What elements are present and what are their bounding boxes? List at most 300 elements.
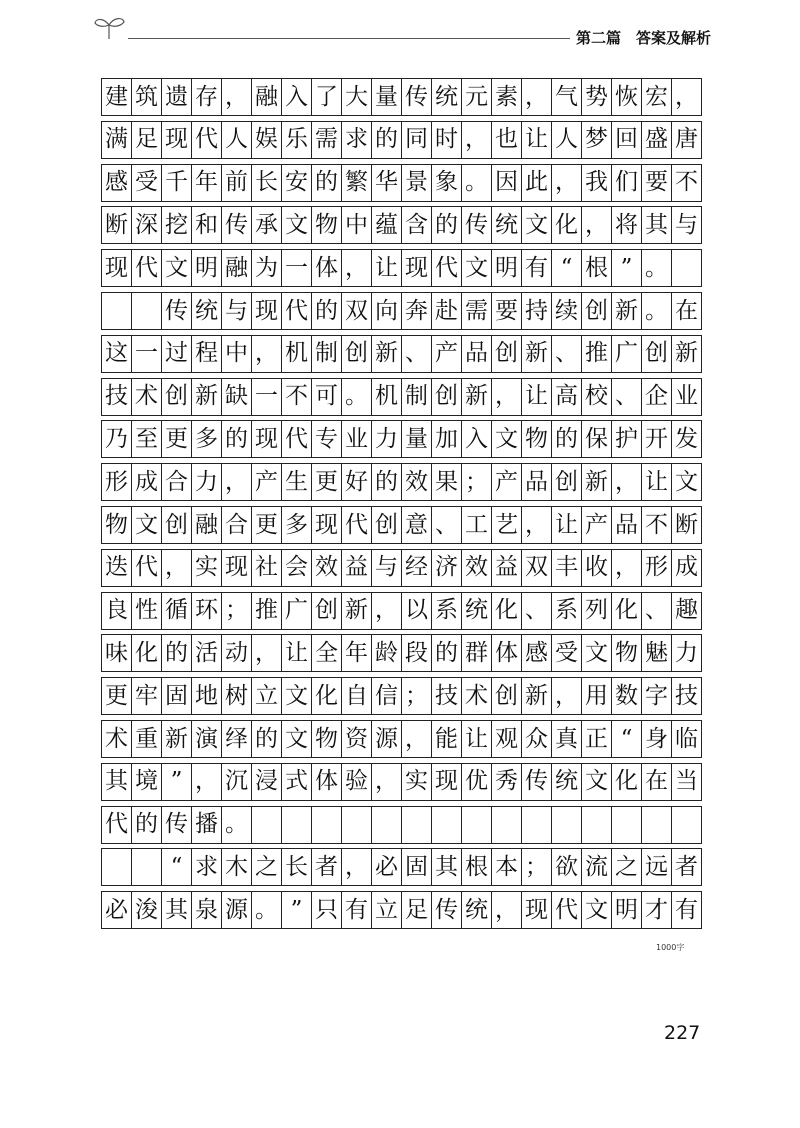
grid-cell: 统	[462, 892, 492, 928]
grid-cell: 多	[192, 421, 222, 457]
grid-cell: 了	[312, 79, 342, 115]
grid-cell: 乐	[282, 122, 312, 158]
grid-cell	[102, 849, 132, 885]
grid-cell: 前	[222, 165, 252, 201]
grid-cell: 其	[432, 849, 462, 885]
grid-cell: 术	[132, 379, 162, 415]
grid-cell: 环	[192, 593, 222, 629]
grid-cell: 统	[192, 293, 222, 329]
grid-cell: 的	[162, 635, 192, 671]
grid-cell: 文	[522, 207, 552, 243]
grid-cell: 制	[402, 379, 432, 415]
grid-cell: 创	[642, 336, 672, 372]
grid-cell: 。	[642, 250, 672, 286]
grid-cell: 之	[612, 849, 642, 885]
grid-cell: 演	[192, 721, 222, 757]
grid-cell: 求	[342, 122, 372, 158]
grid-cell: 成	[672, 550, 702, 586]
grid-row	[101, 292, 702, 330]
grid-cell: 字	[642, 678, 672, 714]
grid-cell: 本	[492, 849, 522, 885]
grid-cell: ，	[222, 464, 252, 500]
grid-cell: ，	[342, 849, 372, 885]
grid-cell: 化	[132, 635, 162, 671]
grid-cell: 合	[162, 464, 192, 500]
grid-row	[101, 549, 702, 587]
grid-cell: 明	[492, 250, 522, 286]
grid-cell: 传	[522, 764, 552, 800]
grid-cell: 业	[342, 421, 372, 457]
grid-cell: 千	[162, 165, 192, 201]
grid-cell	[282, 807, 312, 843]
grid-cell: 、	[402, 336, 432, 372]
grid-cell: 广	[282, 593, 312, 629]
grid-cell: 播	[192, 807, 222, 843]
grid-cell: ，	[522, 79, 552, 115]
grid-cell: 其	[642, 207, 672, 243]
grid-cell: 效	[462, 550, 492, 586]
grid-cell: 们	[612, 165, 642, 201]
grid-cell: 实	[192, 550, 222, 586]
grid-cell: 人	[222, 122, 252, 158]
grid-cell: 文	[162, 250, 192, 286]
grid-cell: 推	[582, 336, 612, 372]
grid-cell: 全	[312, 635, 342, 671]
grid-cell: 文	[672, 464, 702, 500]
grid-cell: 统	[492, 207, 522, 243]
grid-cell: 代	[132, 250, 162, 286]
grid-cell: 文	[282, 721, 312, 757]
grid-cell	[132, 849, 162, 885]
grid-cell: 新	[342, 593, 372, 629]
grid-cell: 的	[372, 464, 402, 500]
grid-cell: 文	[582, 764, 612, 800]
grid-cell: 感	[522, 635, 552, 671]
grid-cell: 企	[642, 379, 672, 415]
grid-cell: ，	[672, 79, 702, 115]
grid-cell	[402, 807, 432, 843]
grid-cell: 可	[312, 379, 342, 415]
grid-row	[101, 164, 702, 202]
grid-cell: 因	[492, 165, 522, 201]
grid-cell: 只	[312, 892, 342, 928]
grid-cell: 双	[342, 293, 372, 329]
grid-cell: 临	[672, 721, 702, 757]
grid-cell: 、	[642, 593, 672, 629]
grid-cell: 融	[192, 507, 222, 543]
grid-cell: 动	[222, 635, 252, 671]
grid-cell: 物	[522, 421, 552, 457]
grid-cell: 足	[132, 122, 162, 158]
grid-cell: 筑	[132, 79, 162, 115]
grid-cell: 远	[642, 849, 672, 885]
grid-cell: 牢	[132, 678, 162, 714]
grid-cell: 我	[582, 165, 612, 201]
grid-cell: 创	[372, 507, 402, 543]
grid-cell: 更	[102, 678, 132, 714]
grid-cell: 益	[492, 550, 522, 586]
grid-cell: 龄	[372, 635, 402, 671]
grid-cell	[102, 293, 132, 329]
grid-cell: 中	[342, 207, 372, 243]
grid-cell: 立	[372, 892, 402, 928]
grid-cell: 创	[162, 379, 192, 415]
grid-cell: 气	[552, 79, 582, 115]
grid-cell	[372, 807, 402, 843]
grid-cell: 要	[492, 293, 522, 329]
grid-cell: 持	[522, 293, 552, 329]
grid-cell: 为	[252, 250, 282, 286]
grid-cell: 实	[402, 764, 432, 800]
grid-cell: 泉	[192, 892, 222, 928]
grid-cell: 者	[312, 849, 342, 885]
grid-cell: ，	[462, 122, 492, 158]
grid-cell: ，	[192, 764, 222, 800]
grid-cell: 传	[222, 207, 252, 243]
grid-cell: 秀	[492, 764, 522, 800]
grid-cell: 奔	[402, 293, 432, 329]
grid-cell: 代	[342, 507, 372, 543]
grid-cell: 创	[492, 678, 522, 714]
grid-row	[101, 720, 702, 758]
grid-cell: 能	[432, 721, 462, 757]
grid-cell: 其	[162, 892, 192, 928]
sprout-icon	[92, 14, 126, 40]
grid-cell: ，	[582, 207, 612, 243]
grid-cell: 深	[132, 207, 162, 243]
grid-cell: 宏	[642, 79, 672, 115]
grid-cell: 让	[552, 507, 582, 543]
grid-cell: 物	[612, 635, 642, 671]
grid-cell: 含	[402, 207, 432, 243]
grid-cell: 创	[552, 464, 582, 500]
grid-cell: 技	[102, 379, 132, 415]
grid-cell: 统	[432, 79, 462, 115]
grid-cell: 代	[552, 892, 582, 928]
grid-cell	[312, 807, 342, 843]
grid-cell: 在	[642, 764, 672, 800]
grid-cell: 欲	[552, 849, 582, 885]
grid-cell	[642, 807, 672, 843]
grid-cell: 有	[342, 892, 372, 928]
grid-cell: 源	[372, 721, 402, 757]
grid-cell: 满	[102, 122, 132, 158]
grid-cell: 化	[312, 678, 342, 714]
grid-cell: 量	[372, 79, 402, 115]
grid-cell: 产	[492, 464, 522, 500]
grid-cell: 。	[252, 892, 282, 928]
grid-cell: 代	[102, 807, 132, 843]
grid-cell	[522, 807, 552, 843]
grid-cell: ；	[522, 849, 552, 885]
grid-cell: “	[612, 721, 642, 757]
grid-cell: ；	[222, 593, 252, 629]
grid-cell: ，	[252, 635, 282, 671]
grid-cell: 当	[672, 764, 702, 800]
grid-cell: 之	[252, 849, 282, 885]
grid-cell: 明	[612, 892, 642, 928]
page-header	[0, 0, 800, 60]
grid-cell: 让	[642, 464, 672, 500]
grid-cell: 护	[612, 421, 642, 457]
grid-cell: 量	[402, 421, 432, 457]
grid-cell: 好	[342, 464, 372, 500]
grid-cell: 式	[282, 764, 312, 800]
grid-cell: 必	[372, 849, 402, 885]
grid-cell: 人	[552, 122, 582, 158]
grid-cell: 代	[132, 550, 162, 586]
grid-cell: 机	[282, 336, 312, 372]
grid-cell: 体	[312, 250, 342, 286]
grid-cell: 大	[342, 79, 372, 115]
grid-cell: 融	[252, 79, 282, 115]
grid-cell: 根	[462, 849, 492, 885]
grid-cell: 浸	[252, 764, 282, 800]
grid-cell: ，	[372, 764, 402, 800]
grid-cell: 让	[462, 721, 492, 757]
grid-cell: 融	[222, 250, 252, 286]
grid-cell: 境	[132, 764, 162, 800]
grid-cell: 系	[552, 593, 582, 629]
grid-cell: 传	[432, 892, 462, 928]
grid-cell: 工	[462, 507, 492, 543]
grid-cell: 其	[102, 764, 132, 800]
grid-cell: 系	[432, 593, 462, 629]
grid-cell	[132, 293, 162, 329]
grid-cell: 创	[312, 593, 342, 629]
grid-cell: 文	[492, 421, 522, 457]
grid-row	[101, 506, 702, 544]
grid-cell: 乃	[102, 421, 132, 457]
grid-cell: “	[162, 849, 192, 885]
grid-cell: 新	[192, 379, 222, 415]
grid-cell: 绎	[222, 721, 252, 757]
grid-cell: 的	[432, 207, 462, 243]
grid-cell: 树	[222, 678, 252, 714]
grid-cell: 产	[252, 464, 282, 500]
grid-cell: 象	[432, 165, 462, 201]
grid-cell: 华	[372, 165, 402, 201]
grid-cell: 开	[642, 421, 672, 457]
grid-cell: 将	[612, 207, 642, 243]
grid-cell	[462, 807, 492, 843]
grid-cell: 真	[552, 721, 582, 757]
grid-cell: 蕴	[372, 207, 402, 243]
grid-cell: 现	[522, 892, 552, 928]
grid-cell: 传	[162, 807, 192, 843]
grid-cell: 新	[372, 336, 402, 372]
grid-cell: 木	[222, 849, 252, 885]
grid-cell: 。	[222, 807, 252, 843]
grid-cell: 断	[672, 507, 702, 543]
grid-cell: 术	[462, 678, 492, 714]
grid-row	[101, 891, 702, 929]
grid-cell: 循	[162, 593, 192, 629]
grid-cell: 同	[402, 122, 432, 158]
grid-cell: 让	[522, 379, 552, 415]
grid-cell: 效	[312, 550, 342, 586]
grid-cell: 身	[642, 721, 672, 757]
grid-cell: 现	[162, 122, 192, 158]
grid-cell: 固	[402, 849, 432, 885]
grid-cell: 代	[282, 421, 312, 457]
grid-cell: 成	[132, 464, 162, 500]
grid-cell: 新	[522, 336, 552, 372]
grid-cell: 化	[492, 593, 522, 629]
grid-cell: 唐	[672, 122, 702, 158]
grid-cell: 入	[462, 421, 492, 457]
grid-cell: 建	[102, 79, 132, 115]
grid-cell: 双	[522, 550, 552, 586]
grid-cell: ，	[492, 892, 522, 928]
grid-cell: 明	[192, 250, 222, 286]
grid-cell: 果	[432, 464, 462, 500]
grid-cell: 性	[132, 593, 162, 629]
grid-cell: 生	[282, 464, 312, 500]
grid-cell: ，	[342, 250, 372, 286]
grid-cell: 优	[462, 764, 492, 800]
grid-cell: 化	[552, 207, 582, 243]
grid-cell: 向	[372, 293, 402, 329]
grid-cell: ，	[372, 593, 402, 629]
grid-cell: 挖	[162, 207, 192, 243]
grid-cell: 段	[402, 635, 432, 671]
grid-cell: 求	[192, 849, 222, 885]
grid-cell: 承	[252, 207, 282, 243]
grid-cell: 技	[432, 678, 462, 714]
grid-cell: 校	[582, 379, 612, 415]
grid-cell: 发	[672, 421, 702, 457]
grid-row	[101, 592, 702, 630]
grid-cell: 和	[192, 207, 222, 243]
grid-cell: ”	[612, 250, 642, 286]
grid-cell: ，	[402, 721, 432, 757]
grid-cell: 。	[642, 293, 672, 329]
grid-cell: ，	[492, 379, 522, 415]
grid-cell: 安	[282, 165, 312, 201]
grid-cell: 的	[222, 421, 252, 457]
grid-cell: 存	[192, 79, 222, 115]
grid-cell: 、	[522, 593, 552, 629]
grid-cell: 续	[552, 293, 582, 329]
grid-cell: 新	[462, 379, 492, 415]
grid-cell: 物	[312, 721, 342, 757]
grid-cell: 文	[582, 635, 612, 671]
grid-cell: ，	[252, 336, 282, 372]
header-rule	[128, 38, 570, 39]
grid-cell: 加	[432, 421, 462, 457]
grid-cell: 有	[522, 250, 552, 286]
grid-cell: 现	[432, 764, 462, 800]
grid-cell: 体	[492, 635, 522, 671]
grid-cell: 浚	[132, 892, 162, 928]
grid-cell: 繁	[342, 165, 372, 201]
grid-cell: 现	[102, 250, 132, 286]
grid-cell: 物	[102, 507, 132, 543]
grid-cell: 长	[282, 849, 312, 885]
grid-cell: ，	[612, 464, 642, 500]
grid-cell: 现	[252, 421, 282, 457]
grid-cell: 的	[372, 122, 402, 158]
grid-row	[101, 634, 702, 672]
grid-cell: 形	[102, 464, 132, 500]
grid-cell	[342, 807, 372, 843]
grid-cell: 多	[282, 507, 312, 543]
grid-cell: 一	[282, 250, 312, 286]
grid-cell: 统	[552, 764, 582, 800]
grid-cell: 创	[492, 336, 522, 372]
grid-cell: 回	[612, 122, 642, 158]
page-number: 227	[664, 1022, 701, 1044]
grid-cell: 艺	[492, 507, 522, 543]
grid-cell: 术	[102, 721, 132, 757]
grid-cell: 列	[582, 593, 612, 629]
grid-cell: 不	[672, 165, 702, 201]
grid-cell: 用	[582, 678, 612, 714]
grid-cell: 化	[612, 764, 642, 800]
grid-cell: 时	[432, 122, 462, 158]
grid-cell: 遗	[162, 79, 192, 115]
grid-cell: 化	[612, 593, 642, 629]
grid-cell: 重	[132, 721, 162, 757]
grid-cell: 现	[222, 550, 252, 586]
grid-cell: 根	[582, 250, 612, 286]
grid-cell: 验	[342, 764, 372, 800]
grid-cell: 一	[132, 336, 162, 372]
grid-cell: 现	[402, 250, 432, 286]
grid-cell: 需	[462, 293, 492, 329]
grid-cell: 传	[462, 207, 492, 243]
grid-cell: 丰	[552, 550, 582, 586]
grid-cell: 文	[132, 507, 162, 543]
grid-cell: 代	[432, 250, 462, 286]
grid-cell: 活	[192, 635, 222, 671]
grid-cell: 业	[672, 379, 702, 415]
grid-cell: 技	[672, 678, 702, 714]
grid-cell: 经	[402, 550, 432, 586]
grid-cell: 、	[612, 379, 642, 415]
grid-cell: 现	[312, 507, 342, 543]
grid-cell: “	[552, 250, 582, 286]
grid-cell: 文	[282, 678, 312, 714]
grid-cell: 统	[462, 593, 492, 629]
grid-row	[101, 335, 702, 373]
grid-cell: 产	[432, 336, 462, 372]
grid-cell: 让	[282, 635, 312, 671]
grid-cell: 沉	[222, 764, 252, 800]
grid-cell	[252, 807, 282, 843]
grid-row	[101, 763, 702, 801]
grid-cell: 以	[402, 593, 432, 629]
grid-cell: 景	[402, 165, 432, 201]
grid-cell	[492, 807, 522, 843]
grid-cell: 也	[492, 122, 522, 158]
grid-cell: ；	[462, 464, 492, 500]
grid-row	[101, 121, 702, 159]
grid-cell: 足	[402, 892, 432, 928]
grid-cell: 。	[342, 379, 372, 415]
grid-cell: 形	[642, 550, 672, 586]
grid-cell: ”	[162, 764, 192, 800]
grid-cell: 群	[462, 635, 492, 671]
grid-cell: 更	[312, 464, 342, 500]
grid-cell: 物	[312, 207, 342, 243]
grid-cell: 受	[552, 635, 582, 671]
grid-cell: 机	[372, 379, 402, 415]
grid-cell: 品	[612, 507, 642, 543]
grid-cell: 的	[432, 635, 462, 671]
grid-row	[101, 806, 702, 844]
